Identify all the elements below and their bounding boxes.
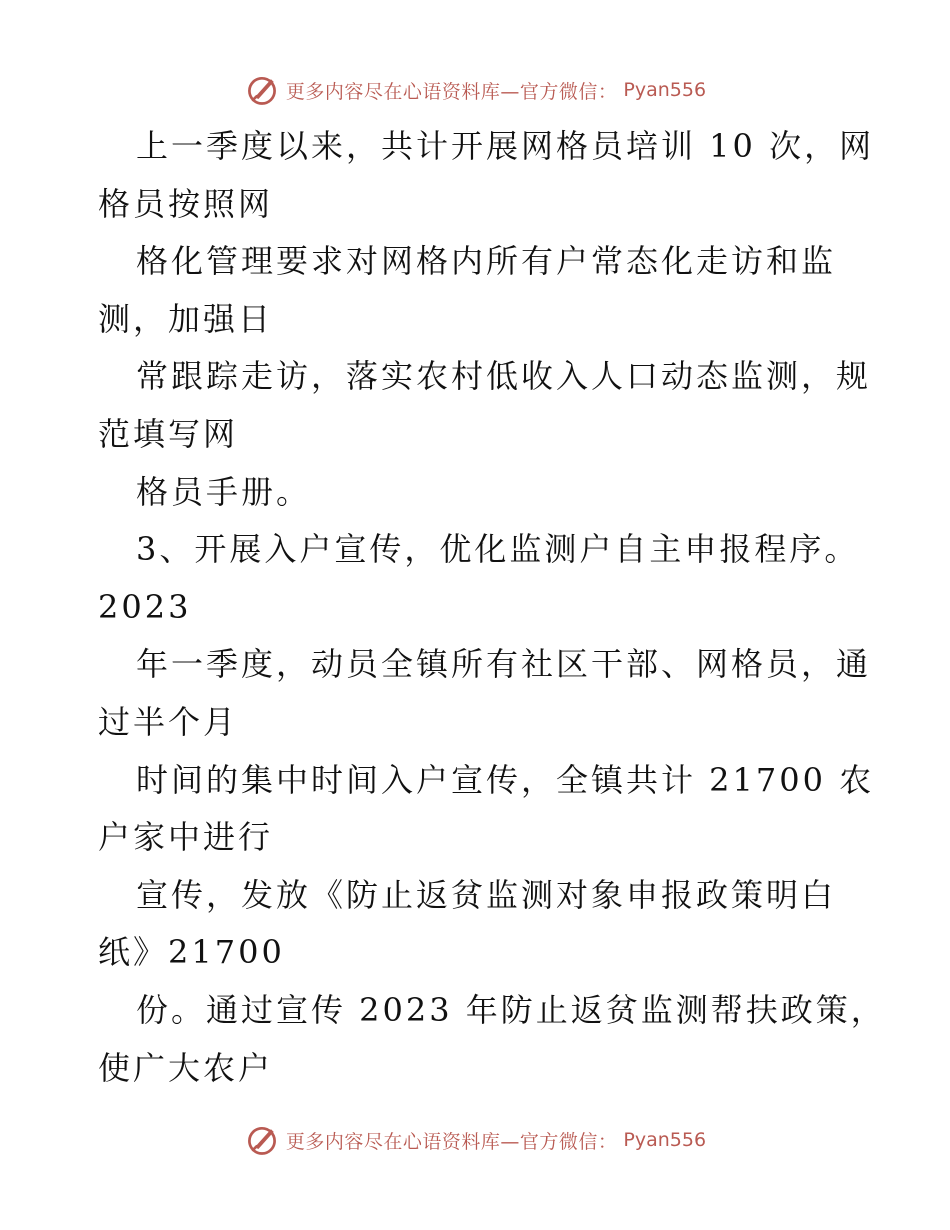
text-line: 范填写网 <box>98 414 239 453</box>
text-line: 过半个月 <box>98 702 239 741</box>
text-line: 2023 <box>98 587 192 626</box>
text-line: 时间的集中时间入户宣传，全镇共计 21700 农 <box>136 760 875 799</box>
watermark-text: 更多内容尽在心语资料库—官方微信： <box>285 1130 618 1153</box>
text-line: 测，加强日 <box>98 299 274 338</box>
text-line: 使广大农户 <box>98 1048 274 1087</box>
text-line: 宣传，发放《防止返贫监测对象申报政策明白 <box>136 875 837 914</box>
header-watermark <box>0 70 950 110</box>
watermark-text: 更多内容尽在心语资料库—官方微信： <box>285 80 618 103</box>
watermark-wechat-id: Pyan556 <box>623 79 707 101</box>
text-line: 纸》21700 <box>98 933 285 972</box>
text-line: 3、开展入户宣传，优化监测户自主申报程序。 <box>136 530 860 569</box>
text-line: 格员按照网 <box>98 184 274 223</box>
text-line: 上一季度以来，共计开展网格员培训 10 次，网 <box>136 127 875 165</box>
text-line: 年一季度，动员全镇所有社区干部、网格员，通 <box>136 645 872 684</box>
text-line: 户家中进行 <box>98 818 274 857</box>
text-line: 常跟踪走访，落实农村低收入人口动态监测，规 <box>136 357 872 396</box>
text-line: 份。通过宣传 2023 年防止返贫监测帮扶政策， <box>136 990 886 1029</box>
text-line: 格化管理要求对网格内所有户常态化走访和监 <box>136 242 837 281</box>
text-line: 格员手册。 <box>136 472 312 511</box>
quill-logo-icon <box>244 72 280 108</box>
document-body <box>98 118 886 1097</box>
quill-logo-icon <box>244 1122 280 1158</box>
watermark-wechat-id: Pyan556 <box>623 1129 707 1151</box>
footer-watermark <box>0 1120 950 1160</box>
